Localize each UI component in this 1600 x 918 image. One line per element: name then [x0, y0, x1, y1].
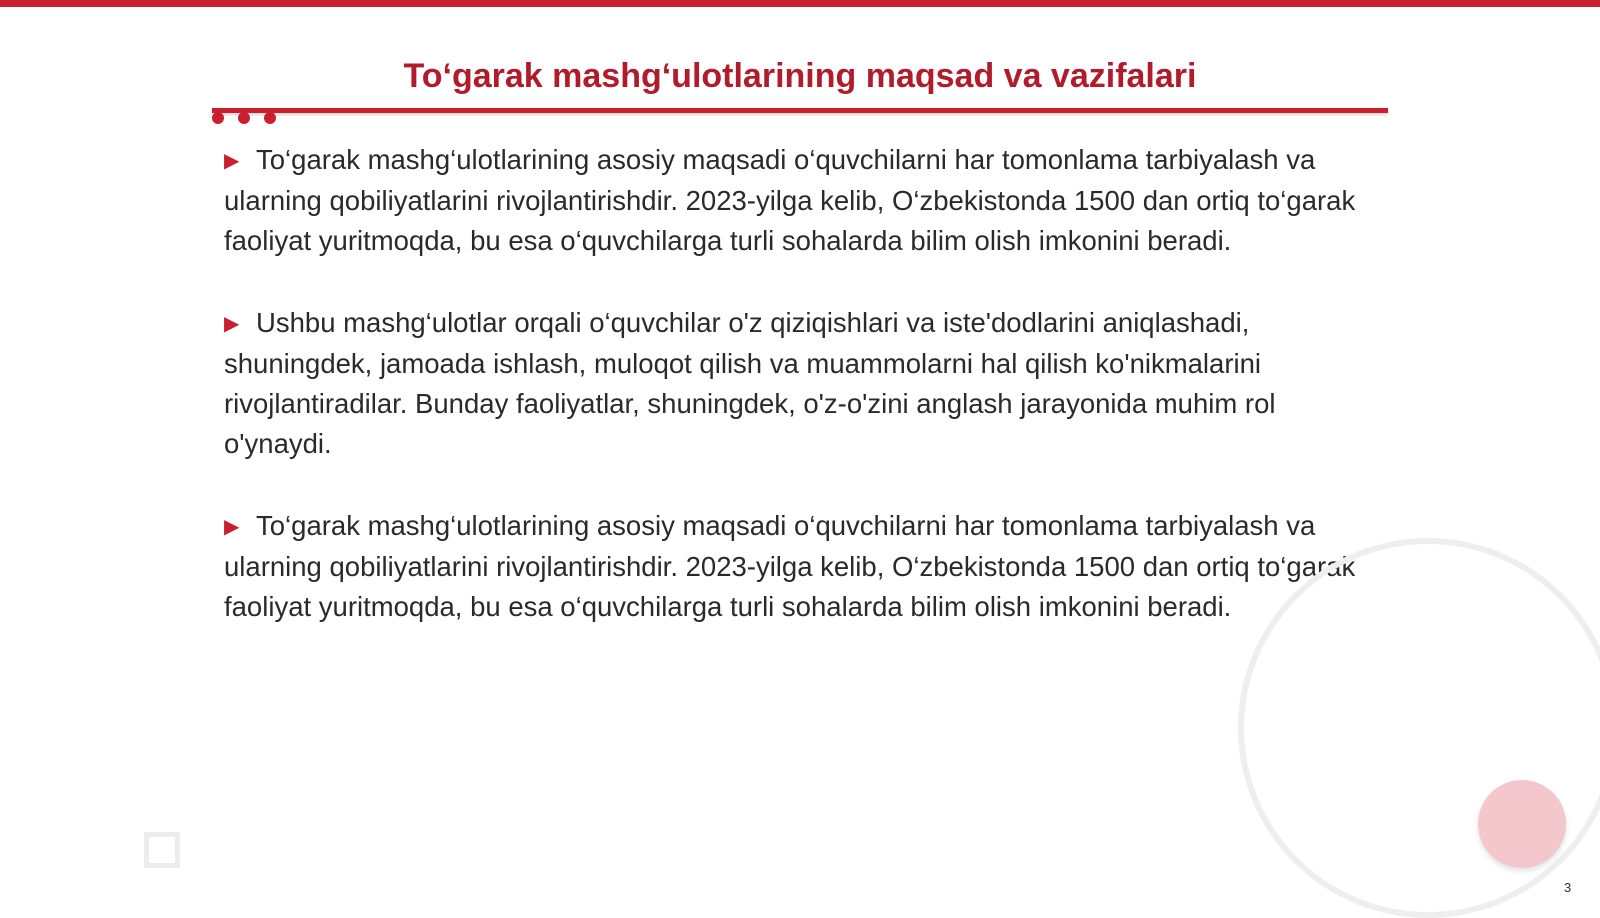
- slide-title: To‘garak mashg‘ulotlarining maqsad va vazifalari: [403, 57, 1197, 95]
- triangle-right-icon: ▶: [224, 313, 240, 335]
- slide-content: [224, 140, 1384, 669]
- paragraph-1-text: To‘garak mashg‘ulotlarining asosiy maqsadi o‘quvchilarni har tomonlama tarbiyalash va ularning qobiliyatlarini rivojlantirishdir. 2023-yilga kelib, O‘zbekistonda 1500 dan ortiq to‘garak faoliyat yuritmoqda, bu esa o‘quvchilarga turli sohalarda bilim olish imkonini beradi.: [224, 144, 1356, 256]
- triangle-right-icon: ▶: [224, 150, 240, 172]
- decorative-square: [144, 832, 180, 868]
- title-underline: [212, 108, 1388, 113]
- decorative-pink-dot: [1478, 780, 1566, 868]
- bullet-paragraph-1: [224, 140, 1384, 261]
- bullet-paragraph-3: [224, 506, 1384, 627]
- paragraph-2-text: Ushbu mashg‘ulotlar orqali o‘quvchilar o'z qiziqishlari va iste'dodlarini aniqlashadi, shuningdek, jamoada ishlash, muloqot qilish va muammolarni hal qilish ko'nikmalarini rivojlantiradilar. Bunday faoliyatlar, shuningdek, o'z-o'zini anglash jarayonida muhim rol o'ynaydi.: [224, 307, 1276, 459]
- page-number: 3: [1564, 880, 1572, 895]
- rule-dot-2: [238, 112, 250, 124]
- triangle-right-icon: ▶: [224, 516, 240, 538]
- rule-dot-1: [212, 112, 224, 124]
- rule-dot-3: [264, 112, 276, 124]
- top-accent-bar: [0, 0, 1600, 7]
- paragraph-3-text: To‘garak mashg‘ulotlarining asosiy maqsadi o‘quvchilarni har tomonlama tarbiyalash va ularning qobiliyatlarini rivojlantirishdir. 2023-yilga kelib, O‘zbekistonda 1500 dan ortiq to‘garak faoliyat yuritmoqda, bu esa o‘quvchilarga turli sohalarda bilim olish imkonini beradi.: [224, 510, 1356, 622]
- bullet-paragraph-2: [224, 303, 1384, 464]
